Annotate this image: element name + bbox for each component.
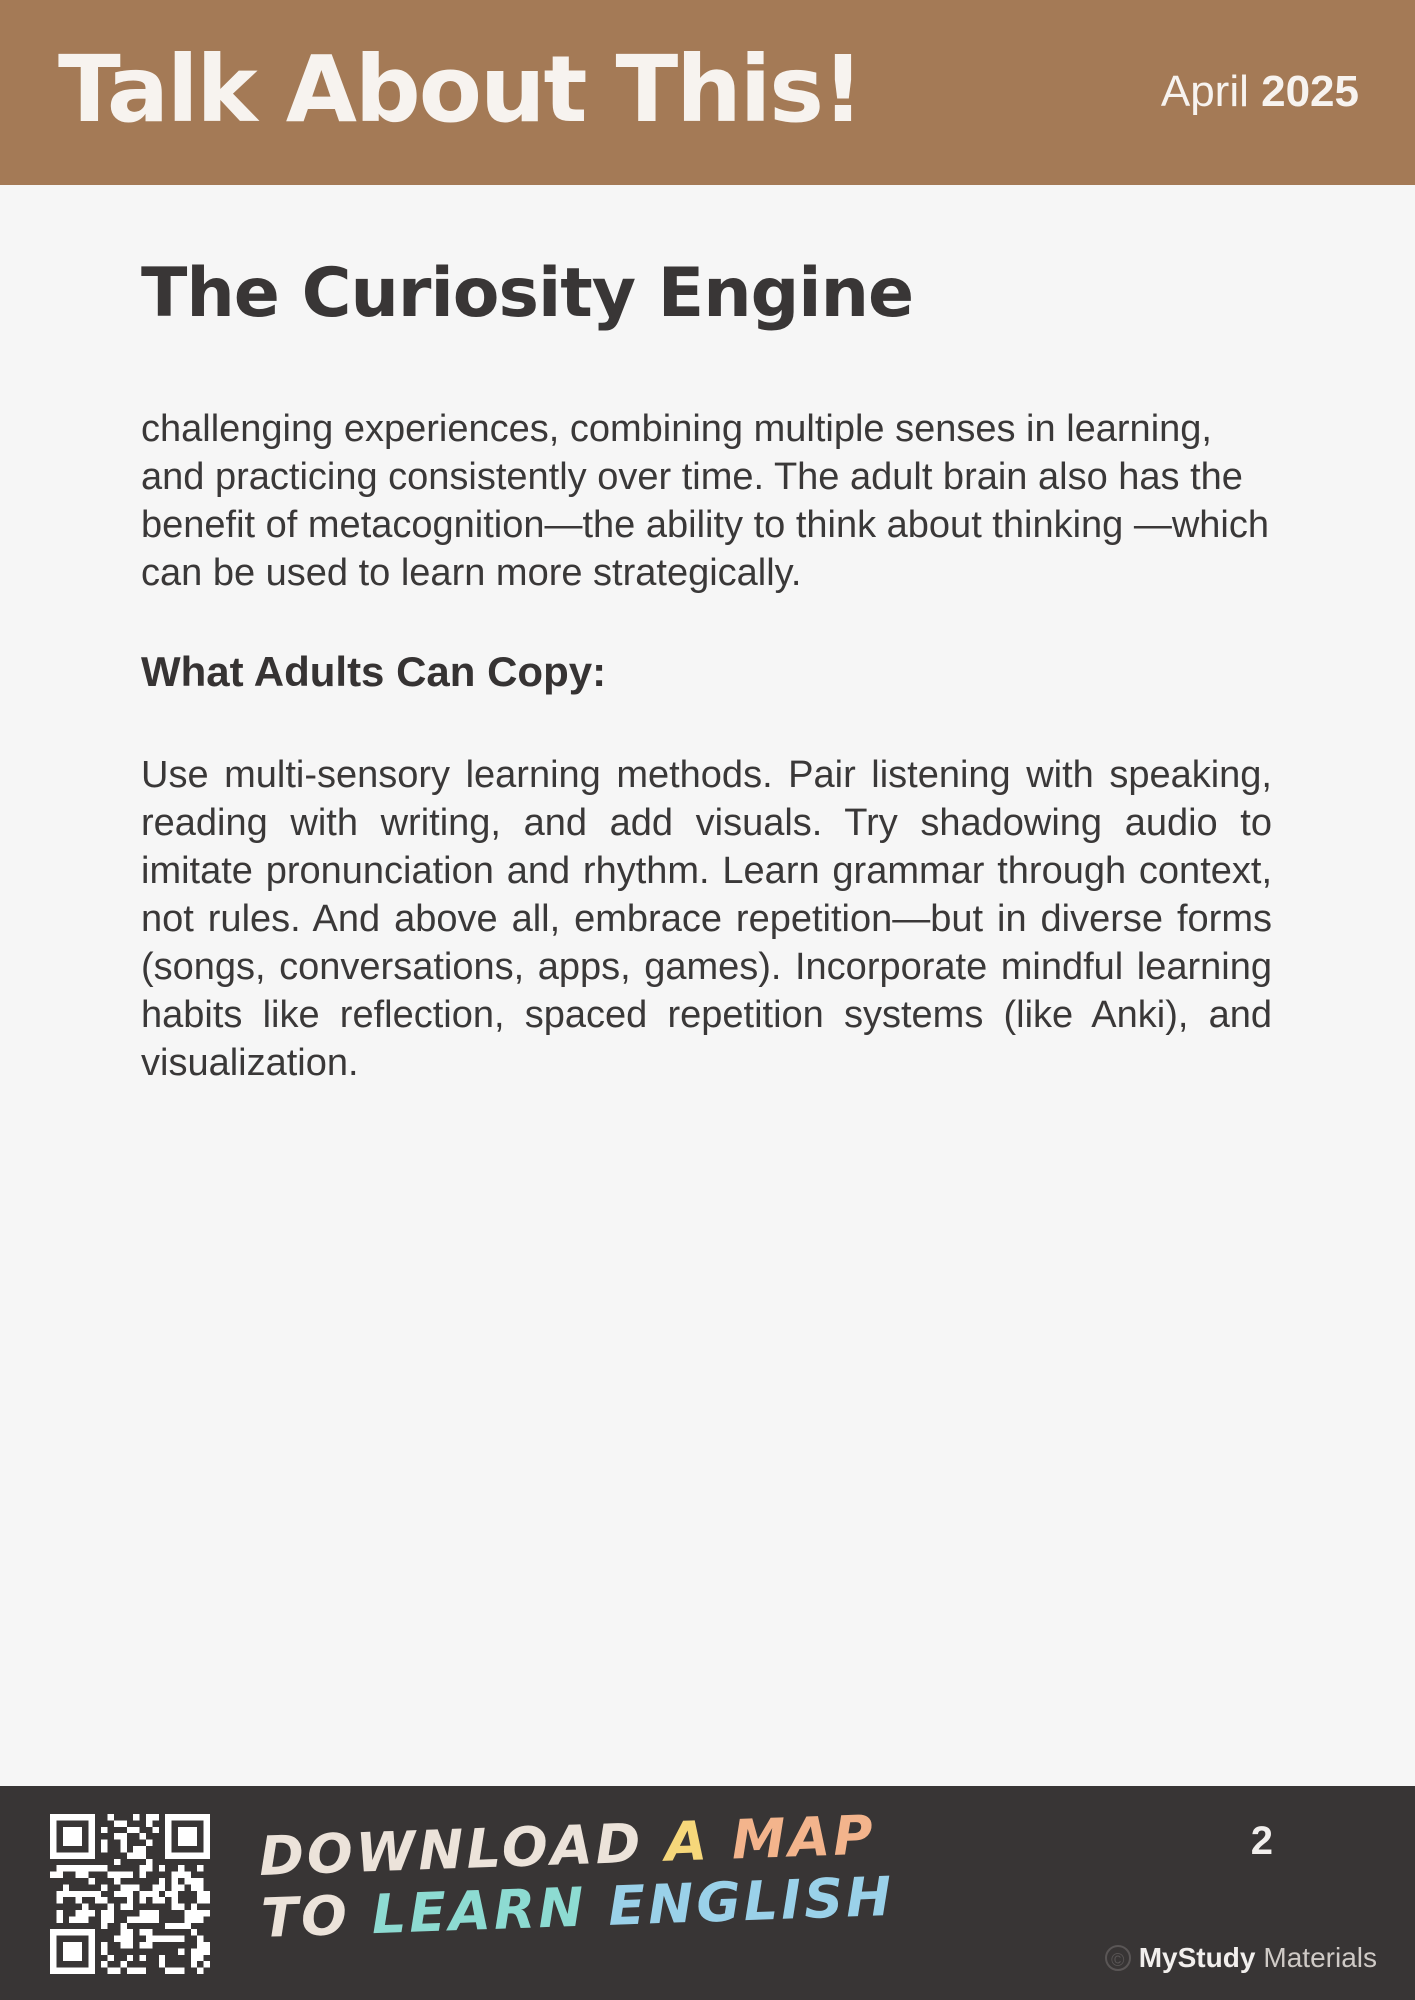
- issue-date: [1161, 64, 1359, 120]
- header-banner: [0, 0, 1415, 185]
- promo-word-a: A: [664, 1809, 711, 1874]
- download-map-banner[interactable]: [258, 1804, 895, 1950]
- issue-month: April: [1160, 67, 1249, 116]
- copyright-line: [1105, 1940, 1377, 1976]
- copyright-icon: ©: [1105, 1945, 1131, 1971]
- header-title: Talk About This!: [58, 36, 862, 143]
- qr-code-icon[interactable]: [50, 1814, 210, 1974]
- footer: [0, 1786, 1415, 2000]
- section-heading: What Adults Can Copy:: [141, 648, 607, 695]
- brand-name: MyStudy: [1138, 1942, 1256, 1973]
- body-paragraph-1: challenging experiences, combining multiple senses in learning, and practicing consistently over time. The adult brain also has the benefit of metacognition—the ability to think about thinking —which can be used to learn more strategically.: [141, 408, 1269, 594]
- promo-word-learn: LEARN: [370, 1875, 588, 1947]
- promo-word-to: TO: [260, 1883, 352, 1950]
- page-title: The Curiosity Engine: [141, 254, 914, 333]
- issue-year: 2025: [1261, 67, 1359, 116]
- brand-suffix: Materials: [1263, 1942, 1377, 1973]
- promo-word-download: DOWNLOAD: [257, 1811, 645, 1888]
- page-number: 2: [1250, 1819, 1273, 1863]
- promo-word-map: MAP: [730, 1803, 877, 1872]
- body-paragraph-2: Use multi-sensory learning methods. Pair listening with speaking, reading with writing, and add visuals. Try shadowing audio to imitate pronunciation and rhythm. Learn grammar through context, not rules. And above all, embrace repetition—but in diverse forms (songs, conversations, apps, games). Incorporate mindful learning habits like reflection, spaced repetition systems (like Anki), and visualization.: [141, 754, 1272, 1084]
- promo-word-english: ENGLISH: [607, 1864, 896, 1938]
